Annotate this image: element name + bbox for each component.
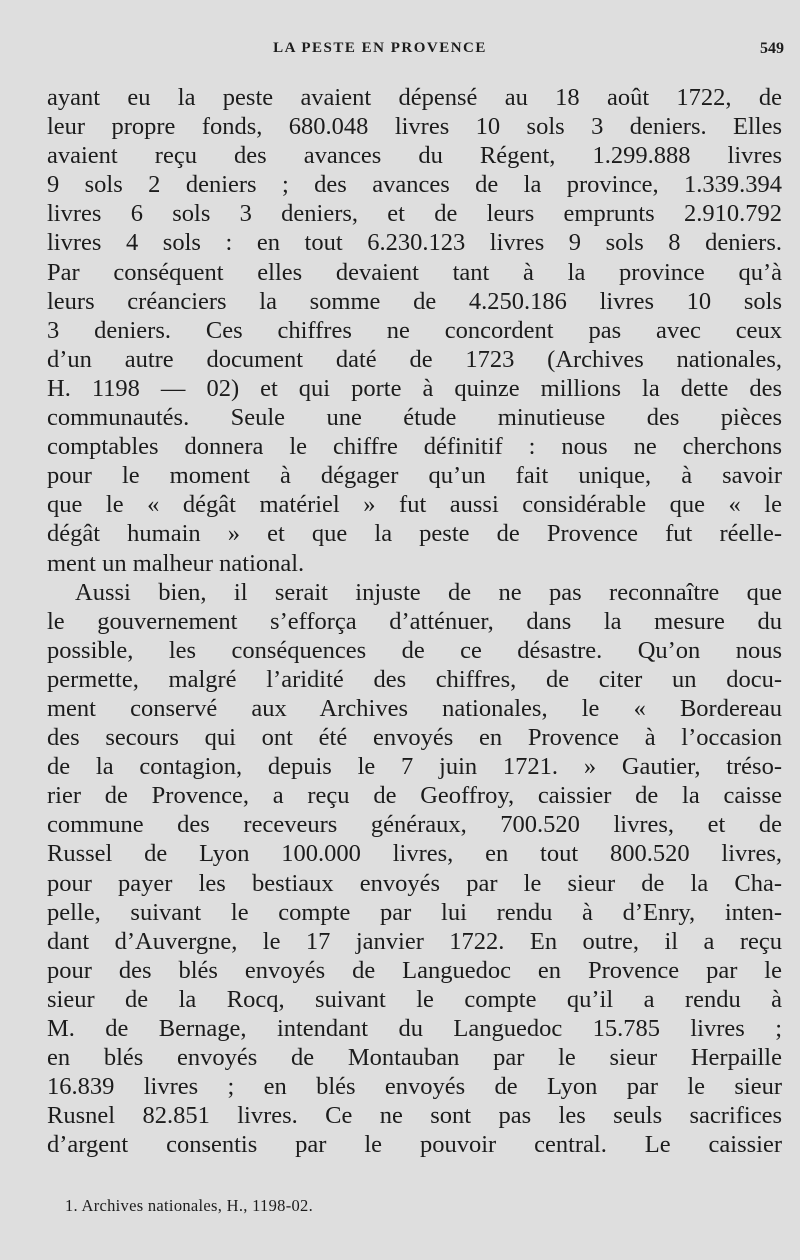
text-line: dégât humain » et que la peste de Provence fut réelle-	[47, 520, 782, 548]
text-line: Rusnel 82.851 livres. Ce ne sont pas les seuls sacrifices	[47, 1102, 782, 1130]
text-line: de la contagion, depuis le 7 juin 1721. » Gautier, tréso-	[47, 753, 782, 781]
text-line: ayant eu la peste avaient dépensé au 18 août 1722, de	[47, 84, 782, 111]
text-line: en blés envoyés de Montauban par le sieur Herpaille	[47, 1044, 782, 1072]
page-number: 549	[760, 40, 784, 57]
page-header	[0, 40, 800, 64]
text-line: permette, malgré l’aridité des chiffres, de citer un docu-	[47, 665, 782, 693]
text-line: d’argent consentis par le pouvoir central. Le caissier	[47, 1131, 782, 1159]
text-line: Aussi bien, il serait injuste de ne pas reconnaître que	[75, 578, 782, 606]
text-line: sieur de la Rocq, suivant le compte qu’il a rendu à	[47, 985, 782, 1013]
text-line: 3 deniers. Ces chiffres ne concordent pas avec ceux	[47, 316, 782, 344]
text-line: ment un malheur national.	[47, 549, 305, 577]
footnote: 1. Archives nationales, H., 1198-02.	[65, 1196, 314, 1215]
text-line: le gouvernement s’efforça d’atténuer, dans la mesure du	[47, 607, 782, 635]
text-line: rier de Provence, a reçu de Geoffroy, caissier de la caisse	[47, 782, 782, 810]
text-line: pour payer les bestiaux envoyés par le sieur de la Cha-	[47, 869, 782, 897]
text-line: 16.839 livres ; en blés envoyés de Lyon par le sieur	[47, 1073, 782, 1101]
text-line: livres 4 sols : en tout 6.230.123 livres 9 sols 8 deniers.	[47, 229, 782, 257]
text-line: livres 6 sols 3 deniers, et de leurs emprunts 2.910.792	[47, 200, 782, 228]
text-line: des secours qui ont été envoyés en Provence à l’occasion	[47, 724, 782, 752]
paragraph-1	[47, 83, 782, 578]
text-line: Russel de Lyon 100.000 livres, en tout 800.520 livres,	[47, 840, 782, 868]
text-line: commune des receveurs généraux, 700.520 livres, et de	[47, 811, 782, 839]
text-line: Par conséquent elles devaient tant à la province qu’à	[47, 258, 782, 286]
paragraph-2	[47, 578, 782, 1160]
text-line: pelle, suivant le compte par lui rendu à d’Enry, inten-	[47, 898, 782, 926]
text-line: 9 sols 2 deniers ; des avances de la province, 1.339.394	[47, 171, 782, 199]
text-line: pour le moment à dégager qu’un fait unique, à savoir	[47, 462, 782, 490]
text-line: que le « dégât matériel » fut aussi considérable que « le	[47, 491, 782, 519]
text-line: d’un autre document daté de 1723 (Archives nationales,	[47, 345, 782, 373]
text-line: dant d’Auvergne, le 17 janvier 1722. En outre, il a reçu	[47, 927, 782, 955]
text-line: leurs créanciers la somme de 4.250.186 livres 10 sols	[47, 287, 782, 315]
text-line: H. 1198 — 02) et qui porte à quinze millions la dette des	[47, 374, 782, 402]
text-line: comptables donnera le chiffre définitif : nous ne cherchons	[47, 433, 782, 461]
text-line: leur propre fonds, 680.048 livres 10 sols 3 deniers. Elles	[47, 113, 782, 141]
body-text	[47, 83, 782, 1159]
text-line: avaient reçu des avances du Régent, 1.299.888 livres	[47, 142, 782, 170]
text-line: pour des blés envoyés de Languedoc en Provence par le	[47, 956, 782, 984]
text-line: communautés. Seule une étude minutieuse des pièces	[47, 404, 782, 432]
text-line: possible, les conséquences de ce désastre. Qu’on nous	[47, 636, 782, 664]
text-line: M. de Bernage, intendant du Languedoc 15.785 livres ;	[47, 1015, 782, 1042]
running-title: LA PESTE EN PROVENCE	[273, 40, 487, 56]
text-line: ment conservé aux Archives nationales, le « Bordereau	[47, 694, 782, 722]
